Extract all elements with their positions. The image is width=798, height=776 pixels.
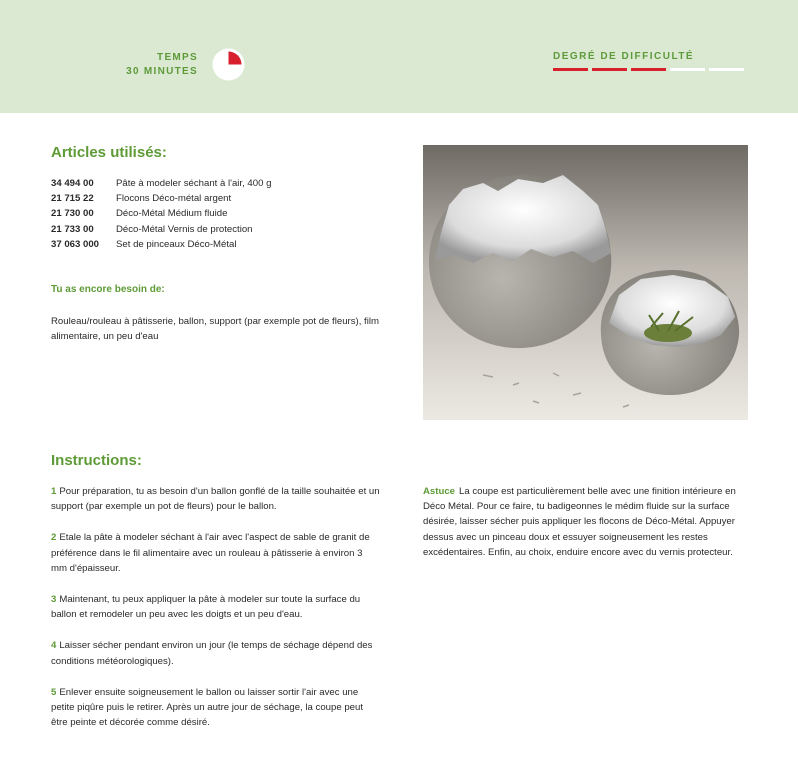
article-name: Pâte à modeler séchant à l'air, 400 g — [116, 178, 272, 189]
timer-icon — [212, 48, 245, 81]
instruction-step — [51, 685, 381, 731]
instruction-step — [51, 592, 381, 622]
article-code: 21 730 00 — [51, 208, 94, 220]
article-row — [51, 237, 271, 252]
article-code: 34 494 00 — [51, 178, 94, 189]
article-code: 37 063 000 — [51, 238, 100, 250]
step-number: 2 — [51, 532, 57, 544]
time-block — [126, 51, 198, 79]
step-text: Laisser sécher pendant environ un jour (le temps de séchage dépend des conditions météorologiques). — [51, 640, 373, 667]
difficulty-bar — [709, 68, 744, 71]
difficulty-bar — [631, 68, 666, 71]
step-text: Etale la pâte à modeler séchant à l'air avec l'aspect de sable de granit de préférence dans le fil alimentaire avec un rouleau à pâtisserie à environ 3 mm d'épaisseur. — [51, 532, 370, 574]
step-number: 1 — [51, 486, 57, 497]
difficulty-bar — [553, 68, 588, 71]
difficulty-bar — [670, 68, 705, 71]
tip-label: Astuce — [423, 486, 455, 497]
article-row — [51, 222, 271, 237]
step-number: 5 — [51, 686, 57, 698]
difficulty-meter — [553, 68, 744, 71]
instruction-step — [51, 530, 381, 576]
article-name: Set de pinceaux Déco-Métal — [116, 238, 237, 250]
difficulty-label: DEGRÉ DE DIFFICULTÉ — [553, 51, 695, 62]
tip-text: La coupe est particulièrement belle avec une finition intérieure en Déco Métal. Pour ce faire, tu badigeonnes le médim fluide sur la surface désirée, laisser sécher puis appliquer les flocons de Déco-Métal. Appuyer dessus avec un pinceau doux et essuyer soigneusement les restes excédentaires. Enfin, au choix, enduire encore avec du vernis protecteur. — [423, 486, 736, 558]
bowls-photo — [423, 145, 748, 420]
time-label: TEMPS — [157, 52, 198, 63]
instruction-steps — [51, 484, 381, 746]
article-code: 21 715 22 — [51, 193, 94, 205]
tip-block — [423, 484, 753, 560]
articles-list — [51, 176, 271, 252]
step-text: Pour préparation, tu as besoin d'un ballon gonflé de la taille souhaitée et un support (par exemple un pot de fleurs) pour le ballon. — [51, 486, 380, 513]
article-name: Déco-Métal Vernis de protection — [116, 223, 253, 235]
article-name: Flocons Déco-métal argent — [116, 193, 232, 205]
instructions-title: Instructions: — [51, 452, 142, 469]
instruction-step — [51, 484, 381, 514]
difficulty-bar — [592, 68, 627, 71]
time-value: 30 MINUTES — [126, 66, 198, 77]
instruction-step — [51, 638, 381, 668]
step-number: 4 — [51, 640, 57, 652]
article-code: 21 733 00 — [51, 223, 94, 235]
article-row — [51, 176, 271, 191]
needs-title: Tu as encore besoin de: — [51, 284, 165, 295]
article-row — [51, 206, 271, 221]
articles-title: Articles utilisés: — [51, 144, 167, 161]
needs-text: Rouleau/rouleau à pâtisserie, ballon, support (par exemple pot de fleurs), film alimentaire, un peu d'eau — [51, 316, 379, 343]
article-name: Déco-Métal Médium fluide — [116, 208, 228, 220]
article-row — [51, 191, 271, 206]
step-number: 3 — [51, 594, 57, 606]
step-text: Enlever ensuite soigneusement le ballon ou laisser sortir l'air avec une petite piqûre puis le retirer. Après un autre jour de séchage, la coupe peut être peinte et décorée comme désiré. — [51, 686, 363, 729]
step-text: Maintenant, tu peux appliquer la pâte à modeler sur toute la surface du ballon et remodeler un peu avec les doigts et un peu d'eau. — [51, 594, 361, 621]
header-band — [0, 0, 798, 113]
